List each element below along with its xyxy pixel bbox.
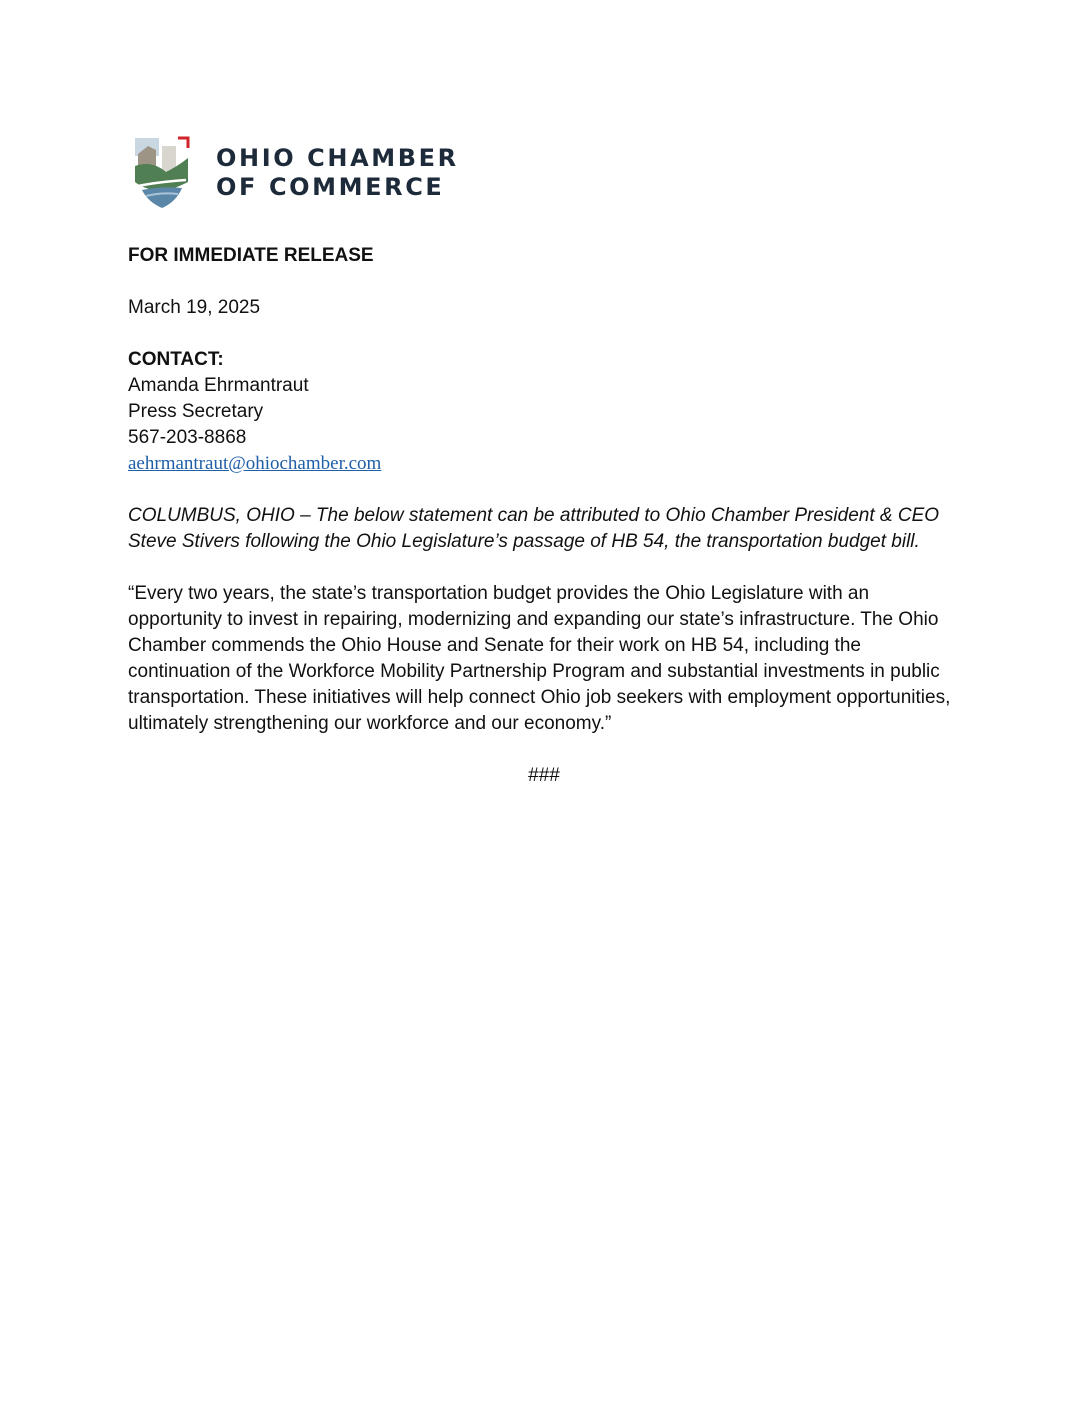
statement-quote: “Every two years, the state’s transportation budget provides the Ohio Legislature with an opportunity to invest in repairing, modernizing and expanding our state’s infrastructure. The Ohio Chamber commends the Ohio House and Senate for their work on HB 54, including the continuation of the Workforce Mobility Partnership Program and substantial investments in public transportation. These initiatives will help connect Ohio job seekers with employment opportunities, ultimately strengthening our workforce and our economy.” <box>128 583 951 734</box>
spacer <box>128 555 960 581</box>
intro-paragraph: COLUMBUS, OHIO – The below statement can be attributed to Ohio Chamber President & CEO Steve Stivers following the Ohio Legislature’s passage of HB 54, the transportation budget bill. <box>128 505 940 552</box>
release-body <box>128 243 960 789</box>
logo-wordmark <box>216 144 459 202</box>
contact-name: Amanda Ehrmantraut <box>128 375 309 396</box>
release-date: March 19, 2025 <box>128 297 261 318</box>
release-label: FOR IMMEDIATE RELEASE <box>128 245 374 266</box>
contact-phone: 567-203-8868 <box>128 427 247 448</box>
logo-line-2: OF COMMERCE <box>216 173 445 201</box>
spacer <box>128 321 960 347</box>
contact-email-link[interactable]: aehrmantraut@ohiochamber.com <box>128 453 382 474</box>
spacer <box>128 477 960 503</box>
ohio-chamber-shield-icon <box>132 136 192 210</box>
ohio-chamber-logo <box>132 134 459 210</box>
end-mark: ### <box>528 765 560 786</box>
logo-line-1: OHIO CHAMBER <box>216 144 459 172</box>
spacer <box>128 737 960 763</box>
spacer <box>128 269 960 295</box>
contact-label: CONTACT: <box>128 349 224 370</box>
contact-title: Press Secretary <box>128 401 264 422</box>
